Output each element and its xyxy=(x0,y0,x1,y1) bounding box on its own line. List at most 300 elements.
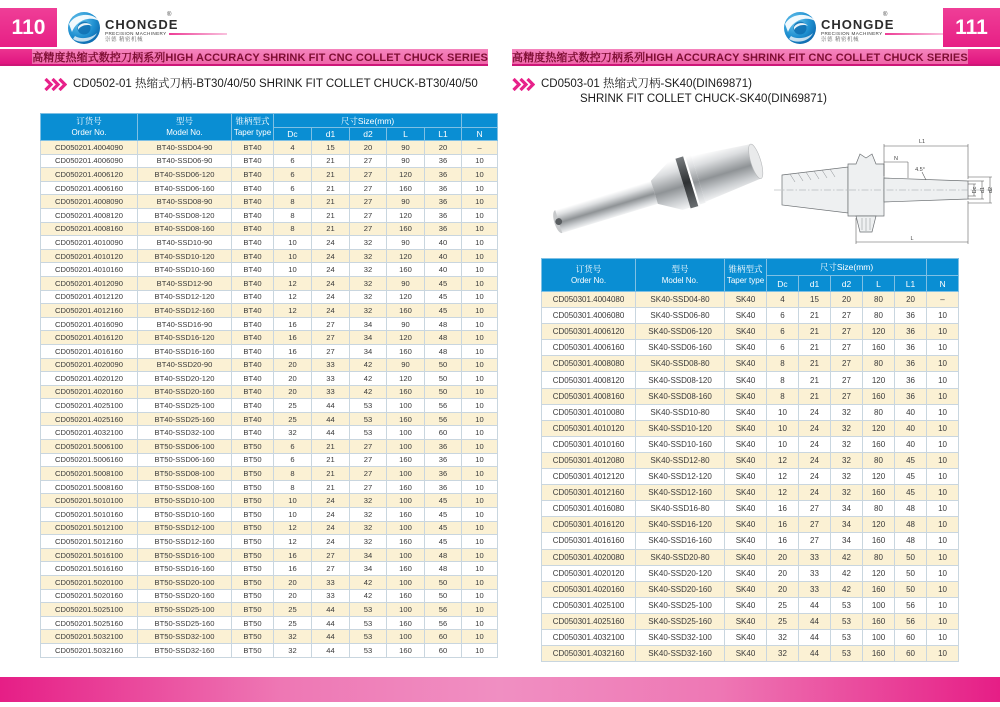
registered-mark: ® xyxy=(883,12,888,18)
logo-text xyxy=(821,8,943,44)
cell: 20 xyxy=(274,358,312,372)
col-l1: L1 xyxy=(895,276,927,292)
cell: CD050201.5008100 xyxy=(41,467,138,481)
cell: 10 xyxy=(927,646,959,662)
cell: 32 xyxy=(350,508,387,522)
cell: 32 xyxy=(350,249,387,263)
cell: 33 xyxy=(312,372,350,386)
cell: BT40-SSD06-90 xyxy=(138,154,232,168)
cell: BT50 xyxy=(232,616,274,630)
cell: SK40 xyxy=(725,388,767,404)
cell: 36 xyxy=(895,388,927,404)
cell: SK40-SSD10-80 xyxy=(636,404,725,420)
cell: BT40-SSD20-160 xyxy=(138,385,232,399)
cell: CD050201.5006160 xyxy=(41,453,138,467)
cell: 45 xyxy=(895,452,927,468)
table-row xyxy=(41,385,498,399)
cell: SK40-SSD10-160 xyxy=(636,436,725,452)
cell: 160 xyxy=(387,535,425,549)
cell: 120 xyxy=(863,565,895,581)
cell: 10 xyxy=(927,629,959,645)
cell: 100 xyxy=(387,426,425,440)
col-l1: L1 xyxy=(425,128,462,141)
cell: BT50-SSD32-160 xyxy=(138,643,232,657)
cell: SK40-SSD20-160 xyxy=(636,581,725,597)
col-d1: d1 xyxy=(799,276,831,292)
cell: BT40-SSD25-160 xyxy=(138,412,232,426)
cell: CD050301.4020080 xyxy=(542,549,636,565)
cell: 44 xyxy=(312,399,350,413)
cell: 36 xyxy=(425,440,462,454)
cell: 160 xyxy=(863,388,895,404)
cell: 21 xyxy=(799,388,831,404)
cell: 40 xyxy=(425,249,462,263)
cell: SK40-SSD06-120 xyxy=(636,324,725,340)
cell: 10 xyxy=(462,317,498,331)
table-row xyxy=(542,420,959,436)
cell: 10 xyxy=(462,290,498,304)
cell: 27 xyxy=(831,372,863,388)
table-row xyxy=(542,517,959,533)
cell: 48 xyxy=(895,501,927,517)
cell: 40 xyxy=(425,236,462,250)
cell: 8 xyxy=(274,222,312,236)
cell: CD050201.4020120 xyxy=(41,372,138,386)
cell: 40 xyxy=(895,404,927,420)
cell: 48 xyxy=(425,331,462,345)
table-row xyxy=(41,372,498,386)
cell: 34 xyxy=(831,501,863,517)
cell: CD050301.4032160 xyxy=(542,646,636,662)
cell: 42 xyxy=(831,565,863,581)
cell: 48 xyxy=(425,317,462,331)
cell: BT40 xyxy=(232,317,274,331)
cell: BT50-SSD20-100 xyxy=(138,576,232,590)
table-row xyxy=(41,154,498,168)
table-row xyxy=(542,469,959,485)
cell: 8 xyxy=(274,208,312,222)
cell: BT50 xyxy=(232,467,274,481)
cell: 34 xyxy=(350,331,387,345)
cell: SK40 xyxy=(725,646,767,662)
table-row xyxy=(41,317,498,331)
cell: 27 xyxy=(799,501,831,517)
dim-label-l1: L1 xyxy=(918,139,926,145)
cell: 10 xyxy=(462,222,498,236)
col-d1: d1 xyxy=(312,128,350,141)
table-row xyxy=(542,565,959,581)
cell: 160 xyxy=(387,385,425,399)
cell: 60 xyxy=(895,646,927,662)
cell: BT40 xyxy=(232,276,274,290)
cell: 44 xyxy=(312,630,350,644)
cell: 20 xyxy=(767,549,799,565)
cell: CD050201.4016090 xyxy=(41,317,138,331)
cell: 44 xyxy=(312,643,350,657)
cell: 27 xyxy=(312,317,350,331)
cell: BT40 xyxy=(232,331,274,345)
cell: SK40-SSD08-120 xyxy=(636,372,725,388)
cell: 48 xyxy=(895,533,927,549)
col-taper-type: 锥柄型式 Taper type xyxy=(232,114,274,141)
cell: 16 xyxy=(274,331,312,345)
cell: CD050201.4006160 xyxy=(41,181,138,195)
cell: 27 xyxy=(350,480,387,494)
cell: 33 xyxy=(799,581,831,597)
cell: 100 xyxy=(863,629,895,645)
cell: 24 xyxy=(312,290,350,304)
cell: 10 xyxy=(462,521,498,535)
cell: 20 xyxy=(350,141,387,155)
brand-logo-right xyxy=(782,8,943,46)
cell: BT50 xyxy=(232,480,274,494)
cell: 100 xyxy=(387,576,425,590)
cell: 10 xyxy=(462,208,498,222)
cell: 8 xyxy=(767,372,799,388)
cell: 6 xyxy=(274,440,312,454)
cell: CD050201.5032160 xyxy=(41,643,138,657)
table-row xyxy=(41,603,498,617)
cell: 120 xyxy=(863,324,895,340)
cell: 100 xyxy=(387,521,425,535)
cell: 32 xyxy=(350,304,387,318)
spec-table-sk xyxy=(541,258,959,662)
product-photo xyxy=(546,122,778,258)
cell: 10 xyxy=(462,589,498,603)
table-row xyxy=(41,521,498,535)
cell: 90 xyxy=(387,236,425,250)
cell: 120 xyxy=(387,331,425,345)
cell: 10 xyxy=(767,420,799,436)
cell: SK40 xyxy=(725,308,767,324)
cell: 24 xyxy=(312,521,350,535)
cell: 160 xyxy=(387,263,425,277)
cell: 42 xyxy=(831,581,863,597)
cell: 25 xyxy=(274,616,312,630)
table-row xyxy=(542,549,959,565)
cell: CD050301.4016080 xyxy=(542,501,636,517)
cell: BT40-SSD25-100 xyxy=(138,399,232,413)
cell: 10 xyxy=(462,304,498,318)
cell: 10 xyxy=(462,154,498,168)
cell: 25 xyxy=(274,603,312,617)
cell: 24 xyxy=(799,469,831,485)
table-row xyxy=(41,589,498,603)
cell: BT40 xyxy=(232,249,274,263)
cell: CD050301.4010160 xyxy=(542,436,636,452)
cell: BT40-SSD10-90 xyxy=(138,236,232,250)
cell: CD050301.4008120 xyxy=(542,372,636,388)
cell: 50 xyxy=(895,549,927,565)
cell: 24 xyxy=(799,436,831,452)
cell: 32 xyxy=(350,236,387,250)
series-banner-right xyxy=(512,49,1000,66)
cell: 32 xyxy=(831,469,863,485)
table-row xyxy=(542,613,959,629)
cell: SK40 xyxy=(725,469,767,485)
cell: CD050201.4016120 xyxy=(41,331,138,345)
cell: CD050201.5010100 xyxy=(41,494,138,508)
cell: 53 xyxy=(350,412,387,426)
cell: 12 xyxy=(274,276,312,290)
table-row xyxy=(542,372,959,388)
cell: 27 xyxy=(799,533,831,549)
cell: 15 xyxy=(312,141,350,155)
cell: 44 xyxy=(312,603,350,617)
cell: 27 xyxy=(831,356,863,372)
cell: 60 xyxy=(425,426,462,440)
cell: CD050301.4012080 xyxy=(542,452,636,468)
cell: BT40 xyxy=(232,154,274,168)
col-l: L xyxy=(863,276,895,292)
cell: BT40 xyxy=(232,358,274,372)
cell: 27 xyxy=(350,195,387,209)
cell: 160 xyxy=(863,436,895,452)
cell: 53 xyxy=(350,426,387,440)
cell: 10 xyxy=(462,344,498,358)
table-row xyxy=(41,562,498,576)
cell: CD050301.4016160 xyxy=(542,533,636,549)
cell: 21 xyxy=(312,440,350,454)
cell: 20 xyxy=(274,576,312,590)
cell: BT40 xyxy=(232,263,274,277)
cell: 40 xyxy=(895,436,927,452)
cell: BT40 xyxy=(232,290,274,304)
cell: CD050301.4032100 xyxy=(542,629,636,645)
cell: 27 xyxy=(350,467,387,481)
cell: 24 xyxy=(312,236,350,250)
triple-chevron-icon xyxy=(44,78,67,91)
cell: 10 xyxy=(927,549,959,565)
cell: 40 xyxy=(425,263,462,277)
cell: 24 xyxy=(312,263,350,277)
cell: 25 xyxy=(274,399,312,413)
col-n: N xyxy=(462,128,498,141)
cell: 10 xyxy=(462,603,498,617)
table-row xyxy=(41,290,498,304)
table-row xyxy=(41,426,498,440)
cell: CD050301.4006120 xyxy=(542,324,636,340)
cell: 27 xyxy=(312,344,350,358)
cell: 60 xyxy=(425,630,462,644)
cell: SK40 xyxy=(725,597,767,613)
cell: 21 xyxy=(312,453,350,467)
cell: SK40-SSD32-160 xyxy=(636,646,725,662)
cell: BT40 xyxy=(232,372,274,386)
cell: 32 xyxy=(350,263,387,277)
cell: 100 xyxy=(387,440,425,454)
cell: CD050201.4012160 xyxy=(41,304,138,318)
page-number-left: 110 xyxy=(0,8,57,47)
cell: 12 xyxy=(274,521,312,535)
cell: CD050201.4010090 xyxy=(41,236,138,250)
table-row xyxy=(41,222,498,236)
table-row xyxy=(542,404,959,420)
cell: 27 xyxy=(312,331,350,345)
table-row xyxy=(41,508,498,522)
cell: 36 xyxy=(895,308,927,324)
cell: 27 xyxy=(350,440,387,454)
table-row xyxy=(542,646,959,662)
cell: 160 xyxy=(863,646,895,662)
cell: BT50 xyxy=(232,508,274,522)
cell: 10 xyxy=(927,533,959,549)
cell: BT50 xyxy=(232,453,274,467)
cell: 53 xyxy=(350,643,387,657)
table-row xyxy=(41,249,498,263)
cell: CD050201.5032100 xyxy=(41,630,138,644)
cell: 12 xyxy=(767,469,799,485)
cell: 80 xyxy=(863,356,895,372)
cell: SK40-SSD10-120 xyxy=(636,420,725,436)
cell: SK40 xyxy=(725,324,767,340)
cell: 27 xyxy=(350,181,387,195)
table-row xyxy=(542,324,959,340)
table-row xyxy=(41,141,498,155)
cell: 21 xyxy=(312,195,350,209)
cell: CD050301.4008160 xyxy=(542,388,636,404)
cell: BT50-SSD16-100 xyxy=(138,548,232,562)
cell: CD050301.4006080 xyxy=(542,308,636,324)
cell: 45 xyxy=(425,276,462,290)
cell: 10 xyxy=(462,508,498,522)
cell: 12 xyxy=(274,290,312,304)
cell: 160 xyxy=(387,616,425,630)
cell: 10 xyxy=(462,576,498,590)
cell: SK40-SSD12-120 xyxy=(636,469,725,485)
spec-table-bt xyxy=(40,113,498,658)
cell: CD050201.4032100 xyxy=(41,426,138,440)
cell: 120 xyxy=(387,249,425,263)
cell: CD050201.4025160 xyxy=(41,412,138,426)
cell: CD050301.4012120 xyxy=(542,469,636,485)
cell: 40 xyxy=(895,420,927,436)
cell: 48 xyxy=(895,517,927,533)
table-row xyxy=(41,440,498,454)
cell: BT40-SSD16-160 xyxy=(138,344,232,358)
cell: 10 xyxy=(462,535,498,549)
series-banner-text: 高精度热缩式数控刀柄系列HIGH ACCURACY SHRINK FIT CNC COLLET CHUCK SERIES xyxy=(512,51,968,64)
cell: 56 xyxy=(895,597,927,613)
cell: CD050301.4016120 xyxy=(542,517,636,533)
cell: BT40-SSD08-90 xyxy=(138,195,232,209)
cell: 21 xyxy=(799,372,831,388)
cell: 21 xyxy=(312,154,350,168)
table-row xyxy=(41,467,498,481)
cell: BT40-SSD16-90 xyxy=(138,317,232,331)
cell: BT50 xyxy=(232,548,274,562)
cell: 15 xyxy=(799,292,831,308)
table-row xyxy=(41,236,498,250)
cell: 10 xyxy=(462,399,498,413)
cell: 24 xyxy=(312,276,350,290)
cell: 20 xyxy=(425,141,462,155)
cell: BT50-SSD06-100 xyxy=(138,440,232,454)
cell: 36 xyxy=(425,181,462,195)
table-row xyxy=(41,643,498,657)
cell: 10 xyxy=(274,236,312,250)
cell: 120 xyxy=(863,469,895,485)
cell: 10 xyxy=(462,467,498,481)
cell: 53 xyxy=(350,630,387,644)
cell: 36 xyxy=(895,324,927,340)
cell: 24 xyxy=(799,452,831,468)
cell: SK40 xyxy=(725,501,767,517)
cell: 36 xyxy=(425,453,462,467)
table-row xyxy=(41,630,498,644)
cell: 10 xyxy=(927,469,959,485)
technical-drawing xyxy=(768,130,998,252)
cell: 33 xyxy=(799,549,831,565)
cell: 21 xyxy=(312,222,350,236)
banner-accent-block xyxy=(968,49,1000,64)
table-row xyxy=(41,331,498,345)
cell: 24 xyxy=(799,420,831,436)
cell: 100 xyxy=(387,494,425,508)
cell: 45 xyxy=(895,469,927,485)
cell: BT40 xyxy=(232,141,274,155)
cell: CD050201.5016160 xyxy=(41,562,138,576)
cell: 42 xyxy=(350,385,387,399)
dim-label-n: N xyxy=(894,156,898,162)
cell: SK40 xyxy=(725,452,767,468)
brand-chinese: 崇德 精密机械 xyxy=(105,37,144,44)
cell: 6 xyxy=(274,181,312,195)
cell: SK40-SSD08-160 xyxy=(636,388,725,404)
cell: 32 xyxy=(767,646,799,662)
cell: 10 xyxy=(927,452,959,468)
cell: 10 xyxy=(927,308,959,324)
cell: CD050201.5008160 xyxy=(41,480,138,494)
cell: 160 xyxy=(387,453,425,467)
table-row xyxy=(542,356,959,372)
cell: 80 xyxy=(863,501,895,517)
cell: 80 xyxy=(863,308,895,324)
section-title-text: CD0502-01 热缩式刀柄-BT30/40/50 SHRINK FIT COLLET CHUCK-BT30/40/50 xyxy=(73,78,478,90)
cell: CD050201.4025100 xyxy=(41,399,138,413)
cell: 27 xyxy=(350,453,387,467)
cell: CD050201.5020160 xyxy=(41,589,138,603)
col-model-no: 型号 Model No. xyxy=(138,114,232,141)
cell: 21 xyxy=(312,467,350,481)
cell: BT50-SSD08-100 xyxy=(138,467,232,481)
cell: 160 xyxy=(387,562,425,576)
cell: 8 xyxy=(274,195,312,209)
cell: 27 xyxy=(350,154,387,168)
cell: CD050201.4020090 xyxy=(41,358,138,372)
cell: 10 xyxy=(767,404,799,420)
cell: 53 xyxy=(350,603,387,617)
logo-text xyxy=(105,8,227,44)
cell: CD050201.5020100 xyxy=(41,576,138,590)
cell: BT40-SSD08-120 xyxy=(138,208,232,222)
cell: 42 xyxy=(350,372,387,386)
cell: 56 xyxy=(895,613,927,629)
cell: BT50-SSD25-160 xyxy=(138,616,232,630)
cell: BT40 xyxy=(232,208,274,222)
cell: CD050301.4012160 xyxy=(542,485,636,501)
cell: 50 xyxy=(425,372,462,386)
cell: BT40-SSD12-120 xyxy=(138,290,232,304)
triple-chevron-icon xyxy=(512,78,535,91)
cell: BT40 xyxy=(232,304,274,318)
cell: 8 xyxy=(767,388,799,404)
cell: 33 xyxy=(312,576,350,590)
cell: 34 xyxy=(350,562,387,576)
cell: 36 xyxy=(895,356,927,372)
cell: 36 xyxy=(425,467,462,481)
cell: 32 xyxy=(350,276,387,290)
